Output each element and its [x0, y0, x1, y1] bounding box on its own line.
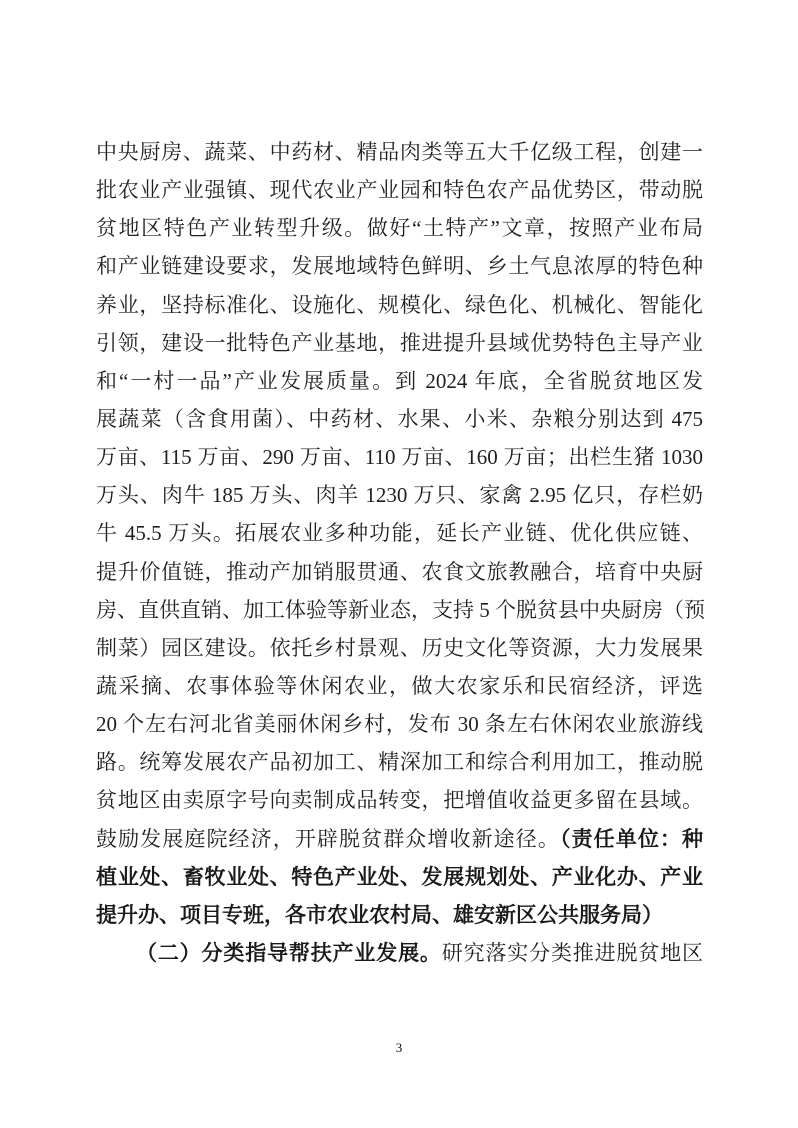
body-text-segment: 制菜）园区建设。依托乡村景观、历史文化等资源，大力发展果 [96, 635, 703, 660]
body-text-segment: 展蔬菜（含食用菌）、中药材、水果、小米、杂粮分别达到 475 [96, 406, 703, 431]
text-line [96, 553, 703, 591]
text-line [96, 858, 703, 896]
body-text-segment: 贫地区特色产业转型升级。做好“土特产”文章，按照产业布局 [96, 216, 703, 241]
body-text-segment: 中央厨房、蔬菜、中药材、精品肉类等五大千亿级工程，创建一 [96, 140, 703, 164]
body-text-segment: 鼓励发展庭院经济，开辟脱贫群众增收新途径。 [96, 826, 560, 851]
text-line [96, 820, 703, 858]
body-text-segment: 提升价值链，推动产加销服贯通、农食文旅教融合，培育中央厨 [96, 559, 703, 584]
text-line [96, 286, 703, 324]
body-text-segment: 养业，坚持标准化、设施化、规模化、绿色化、机械化、智能化 [96, 292, 703, 317]
text-line [96, 247, 703, 285]
body-text-segment: 万头、肉牛 185 万头、肉羊 1230 万只、家禽 2.95 亿只，存栏奶 [96, 483, 703, 508]
text-line [96, 934, 703, 972]
text-line [96, 629, 703, 667]
text-line [96, 133, 703, 171]
body-text-segment: 房、直供直销、加工体验等新业态，支持 5 个脱贫县中央厨房（预 [96, 597, 705, 622]
text-line [96, 171, 703, 209]
emphasis-text-segment: （责任单位：种 [559, 826, 704, 851]
page-number: 3 [395, 1040, 403, 1055]
body-text-segment: 和“一村一品”产业发展质量。到 2024 年底，全省脱贫地区发 [96, 368, 703, 393]
text-line [96, 209, 703, 247]
text-line [96, 781, 703, 819]
text-line [96, 743, 703, 781]
text-line [96, 896, 703, 934]
text-line [96, 476, 703, 514]
emphasis-text-segment: （二）分类指导帮扶产业发展。 [136, 940, 442, 965]
emphasis-text-segment: 植业处、畜牧业处、特色产业处、发展规划处、产业化办、产业 [96, 864, 703, 889]
text-line [96, 514, 703, 552]
body-text-segment: 和产业链建设要求，发展地域特色鲜明、乡土气息浓厚的特色种 [96, 254, 703, 279]
body-text-segment: 贫地区由卖原字号向卖制成品转变，把增值收益更多留在县域。 [96, 788, 703, 813]
text-line [96, 667, 703, 705]
text-line [96, 591, 703, 629]
body-text-segment: 引领，建设一批特色产业基地，推进提升县域优势特色主导产业 [96, 330, 703, 355]
text-line [96, 400, 703, 438]
body-text-segment: 20 个左右河北省美丽休闲乡村，发布 30 条左右休闲农业旅游线 [96, 712, 703, 737]
body-text-segment: 万亩、115 万亩、290 万亩、110 万亩、160 万亩；出栏生猪 1030 [96, 445, 703, 470]
body-text-segment: 研究落实分类推进脱贫地区 [441, 940, 704, 965]
text-line [96, 438, 703, 476]
document-body-text [96, 133, 703, 972]
emphasis-text-segment: 提升办、项目专班，各市农业农村局、雄安新区公共服务局） [96, 902, 663, 927]
body-text-segment: 批农业产业强镇、现代农业产业园和特色农产品优势区，带动脱 [96, 178, 703, 203]
text-line [96, 324, 703, 362]
body-text-segment: 路。统筹发展农产品初加工、精深加工和综合利用加工，推动脱 [96, 750, 703, 775]
text-line [96, 362, 703, 400]
text-line [96, 705, 703, 743]
body-text-segment: 蔬采摘、农事体验等休闲农业，做大农家乐和民宿经济，评选 [96, 673, 703, 698]
body-text-segment: 牛 45.5 万头。拓展农业多种功能，延长产业链、优化供应链、 [96, 521, 703, 546]
